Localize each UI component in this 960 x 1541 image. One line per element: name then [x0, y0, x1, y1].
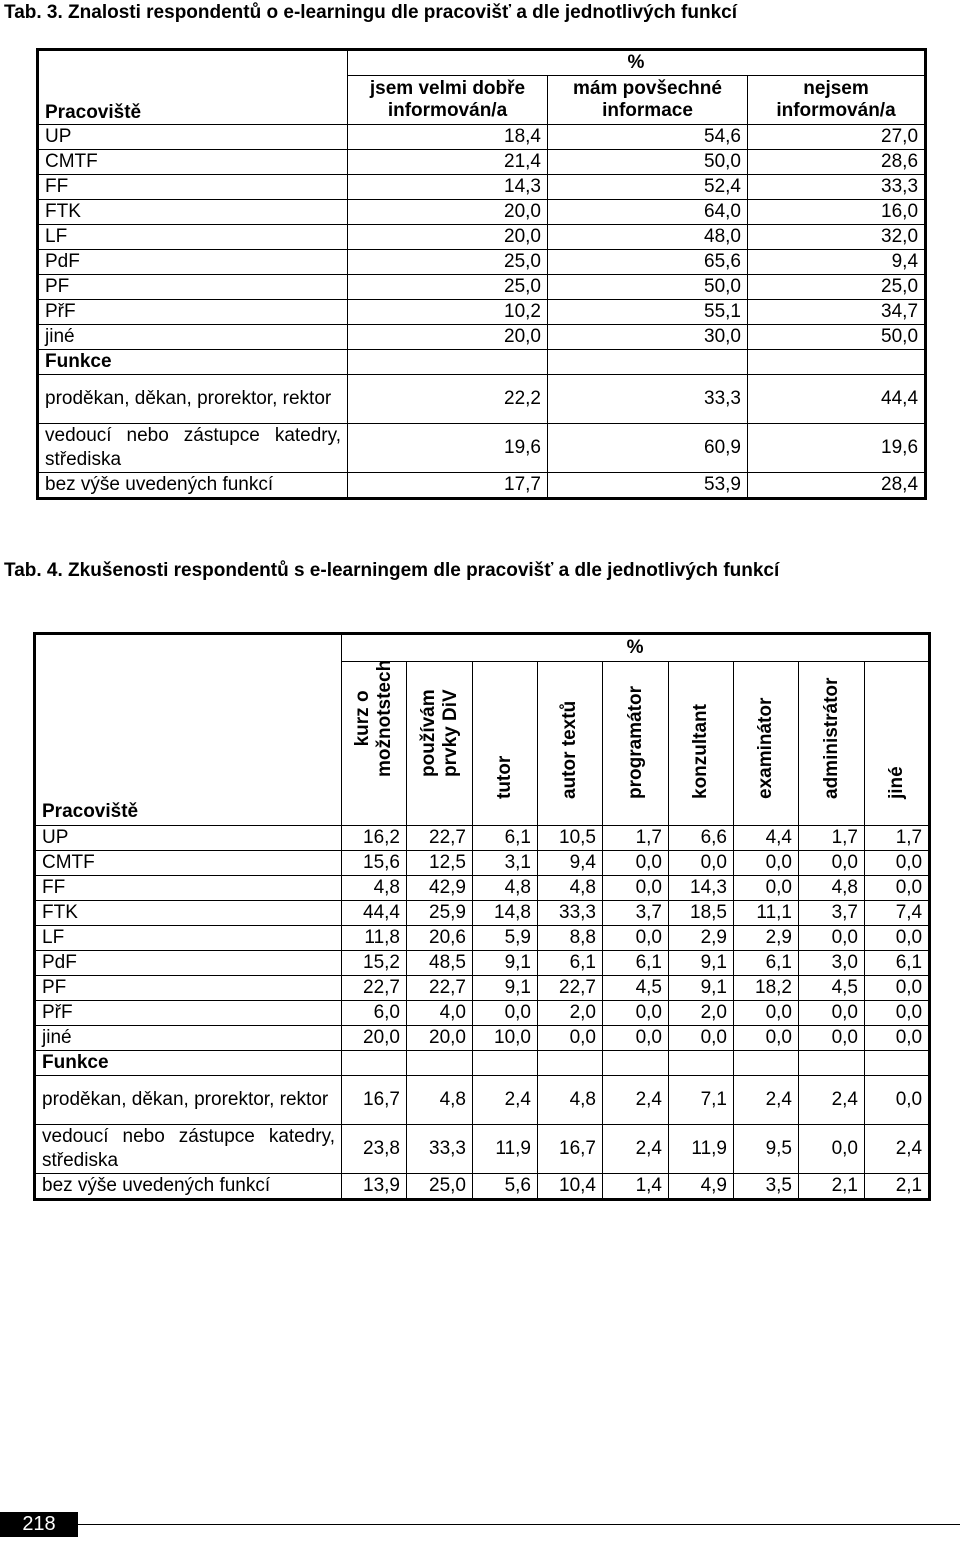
- tab3-cell: 30,0: [548, 325, 748, 350]
- tab4-cell: 1,7: [603, 826, 669, 851]
- tab3-cell: 33,3: [748, 175, 926, 200]
- tab4-col-header-line: administrátor: [820, 677, 842, 799]
- tab4-empty-cell: [799, 1051, 865, 1076]
- tab4-col-header: [538, 662, 603, 826]
- tab3-row-header: Pracoviště: [38, 50, 348, 125]
- tab4-cell: 13,9: [342, 1174, 407, 1200]
- tab3-cell: 19,6: [348, 424, 548, 473]
- tab3-row-label: PdF: [38, 250, 348, 275]
- tab4-row-label: UP: [35, 826, 342, 851]
- table-row: [38, 375, 926, 424]
- tab4-cell: 4,8: [799, 876, 865, 901]
- tab4-cell: 0,0: [799, 851, 865, 876]
- tab4-cell: 0,0: [473, 1001, 538, 1026]
- tab4-cell: 4,4: [734, 826, 799, 851]
- tab4-cell: 11,1: [734, 901, 799, 926]
- tab4-col-header-line: tutor: [494, 755, 515, 799]
- table-row: [38, 125, 926, 150]
- tab4-cell: 2,4: [734, 1076, 799, 1125]
- tab4-cell: 0,0: [603, 876, 669, 901]
- table-row: [35, 1174, 930, 1200]
- tab3-cell: 50,0: [548, 275, 748, 300]
- tab3-cell: 14,3: [348, 175, 548, 200]
- tab4-cell: 14,8: [473, 901, 538, 926]
- tab4-cell: 6,1: [734, 951, 799, 976]
- tab3-row-label: LF: [38, 225, 348, 250]
- tab4-cell: 0,0: [734, 876, 799, 901]
- tab3-cell: 52,4: [548, 175, 748, 200]
- tab3-cell: 25,0: [348, 250, 548, 275]
- tab4-cell: 0,0: [669, 1026, 734, 1051]
- tab4-cell: 4,8: [407, 1076, 473, 1125]
- tab3-cell: 20,0: [348, 225, 548, 250]
- tab3-cell: 18,4: [348, 125, 548, 150]
- tab3-row-label: FF: [38, 175, 348, 200]
- tab4-row-label: bez výše uvedených funkcí: [35, 1174, 342, 1200]
- tab4-col-header-line: examinátor: [755, 697, 776, 799]
- tab3-funkce-label: Funkce: [38, 350, 348, 375]
- tab4-cell: 9,1: [473, 976, 538, 1001]
- tab4-row-label: FTK: [35, 901, 342, 926]
- tab4-cell: 0,0: [865, 926, 930, 951]
- tab3-empty-cell: [748, 350, 926, 375]
- tab3-cell: 53,9: [548, 473, 748, 499]
- tab4-row-label: LF: [35, 926, 342, 951]
- tab4-cell: 0,0: [799, 1125, 865, 1174]
- tab4-cell: 33,3: [538, 901, 603, 926]
- tab4-cell: 2,1: [799, 1174, 865, 1200]
- table-row: [38, 424, 926, 473]
- tab3-cell: 19,6: [748, 424, 926, 473]
- tab4-cell: 15,2: [342, 951, 407, 976]
- tab4-row-label: PF: [35, 976, 342, 1001]
- tab4-cell: 10,4: [538, 1174, 603, 1200]
- tab3-row-label: jiné: [38, 325, 348, 350]
- table-row: [35, 1125, 930, 1174]
- tab4-empty-cell: [473, 1051, 538, 1076]
- tab4-cell: 16,2: [342, 826, 407, 851]
- tab4-empty-cell: [538, 1051, 603, 1076]
- tab4-cell: 6,1: [473, 826, 538, 851]
- tab3-cell: 50,0: [748, 325, 926, 350]
- tab4-cell: 2,9: [734, 926, 799, 951]
- table-row: [35, 1076, 930, 1125]
- tab4-col-header-line: možnotstech: [374, 659, 395, 777]
- table-row: [35, 851, 930, 876]
- tab4-cell: 0,0: [603, 1026, 669, 1051]
- tab4-cell: 0,0: [669, 851, 734, 876]
- tab4-row-label: jiné: [35, 1026, 342, 1051]
- tab3-cell: 28,4: [748, 473, 926, 499]
- tab4-col-header-line: prvky DiV: [439, 689, 461, 777]
- tab4-cell: 2,0: [538, 1001, 603, 1026]
- tab4-cell: 0,0: [603, 851, 669, 876]
- tab3-cell: 27,0: [748, 125, 926, 150]
- tab3-cell: 48,0: [548, 225, 748, 250]
- table-row: [38, 225, 926, 250]
- tab4-funkce-label: Funkce: [35, 1051, 342, 1076]
- tab4-empty-cell: [865, 1051, 930, 1076]
- tab4-col-header-line: konzultant: [690, 704, 711, 799]
- tab4-cell: 11,9: [473, 1125, 538, 1174]
- tab3-row-label: proděkan, děkan, prorektor, rektor: [38, 375, 348, 424]
- tab4-cell: 4,8: [342, 876, 407, 901]
- tab4-cell: 4,8: [538, 876, 603, 901]
- tab3-cell: 65,6: [548, 250, 748, 275]
- tab3-row-label: UP: [38, 125, 348, 150]
- tab3-cell: 17,7: [348, 473, 548, 499]
- tab4-cell: 11,8: [342, 926, 407, 951]
- tab4-row-label: PřF: [35, 1001, 342, 1026]
- tab4-cell: 2,4: [603, 1125, 669, 1174]
- tab3-cell: 21,4: [348, 150, 548, 175]
- tab4-cell: 4,8: [473, 876, 538, 901]
- tab4-cell: 25,0: [407, 1174, 473, 1200]
- tab4-cell: 3,1: [473, 851, 538, 876]
- tab3-row-label: vedoucí nebo zástupce katedry, střediska: [38, 424, 348, 473]
- table-row: [35, 826, 930, 851]
- tab4-row-header: Pracoviště: [35, 634, 342, 826]
- tab4-cell: 3,7: [603, 901, 669, 926]
- tab4-cell: 2,9: [669, 926, 734, 951]
- tab4-cell: 6,0: [342, 1001, 407, 1026]
- tab4-cell: 2,4: [799, 1076, 865, 1125]
- tab4-col-header: [342, 659, 407, 826]
- tab3-caption: Tab. 3. Znalosti respondentů o e-learningu dle pracovišť a dle jednotlivých funkcí: [4, 2, 737, 23]
- tab4-col-header-line: používám: [417, 689, 439, 777]
- tab4-cell: 2,4: [473, 1076, 538, 1125]
- tab3-cell: 64,0: [548, 200, 748, 225]
- tab3-row-label: bez výše uvedených funkcí: [38, 473, 348, 499]
- tab4-cell: 0,0: [865, 976, 930, 1001]
- tab3-cell: 25,0: [748, 275, 926, 300]
- tab4-cell: 9,1: [473, 951, 538, 976]
- tab4-col-header: [603, 662, 669, 826]
- tab3-row-label: CMTF: [38, 150, 348, 175]
- tab4-row-label: PdF: [35, 951, 342, 976]
- tab3-col-header: nejsem informován/a: [748, 76, 926, 125]
- tab3-cell: 55,1: [548, 300, 748, 325]
- tab3-cell: 32,0: [748, 225, 926, 250]
- tab3-cell: 22,2: [348, 375, 548, 424]
- tab4-cell: 2,4: [865, 1125, 930, 1174]
- tab4-cell: 0,0: [865, 1026, 930, 1051]
- tab4-col-header: [407, 662, 473, 826]
- tab4-cell: 1,7: [799, 826, 865, 851]
- table-row: [35, 976, 930, 1001]
- tab4-cell: 0,0: [603, 926, 669, 951]
- tab4-funkce-row: [35, 1051, 930, 1076]
- tab3-cell: 28,6: [748, 150, 926, 175]
- tab4-col-header: [799, 662, 865, 826]
- tab4-cell: 10,0: [473, 1026, 538, 1051]
- tab3-percent: %: [348, 50, 926, 76]
- tab4-cell: 12,5: [407, 851, 473, 876]
- tab4-cell: 4,9: [669, 1174, 734, 1200]
- tab4-cell: 20,0: [342, 1026, 407, 1051]
- tab3-col-header: jsem velmi dobře informován/a: [348, 76, 548, 125]
- tab4-empty-cell: [734, 1051, 799, 1076]
- tab4-cell: 22,7: [407, 976, 473, 1001]
- table-row: [38, 325, 926, 350]
- tab4-cell: 0,0: [734, 1026, 799, 1051]
- tab4-cell: 48,5: [407, 951, 473, 976]
- tab3-cell: 20,0: [348, 200, 548, 225]
- tab4-cell: 3,7: [799, 901, 865, 926]
- tab4-cell: 7,1: [669, 1076, 734, 1125]
- table-row: [35, 951, 930, 976]
- tab4-empty-cell: [603, 1051, 669, 1076]
- tab4-cell: 4,5: [603, 976, 669, 1001]
- tab4-col-header: [669, 662, 734, 826]
- tab4-cell: 18,2: [734, 976, 799, 1001]
- tab4-cell: 11,9: [669, 1125, 734, 1174]
- tab4-cell: 16,7: [538, 1125, 603, 1174]
- tab3-row-label: FTK: [38, 200, 348, 225]
- tab4-cell: 14,3: [669, 876, 734, 901]
- tab4-col-header: [734, 662, 799, 826]
- tab4-cell: 4,5: [799, 976, 865, 1001]
- table-row: [38, 200, 926, 225]
- tab3-empty-cell: [548, 350, 748, 375]
- page-number: 218: [0, 1512, 78, 1537]
- tab4-cell: 6,1: [603, 951, 669, 976]
- table-row: [35, 876, 930, 901]
- tab3-cell: 10,2: [348, 300, 548, 325]
- tab3-cell: 50,0: [548, 150, 748, 175]
- tab4-col-header-line: kurz o: [352, 690, 373, 747]
- tab4-cell: 0,0: [734, 1001, 799, 1026]
- tab3-cell: 16,0: [748, 200, 926, 225]
- tab4-cell: 22,7: [342, 976, 407, 1001]
- tab3-cell: 34,7: [748, 300, 926, 325]
- tab4-cell: 25,9: [407, 901, 473, 926]
- tab4-percent: %: [342, 634, 930, 662]
- tab4-cell: 44,4: [342, 901, 407, 926]
- table-row: [38, 150, 926, 175]
- tab4-cell: 9,1: [669, 951, 734, 976]
- tab4-cell: 7,4: [865, 901, 930, 926]
- tab4-cell: 3,5: [734, 1174, 799, 1200]
- tab4-cell: 3,0: [799, 951, 865, 976]
- tab4-cell: 0,0: [734, 851, 799, 876]
- tab4-cell: 20,6: [407, 926, 473, 951]
- table-row: [35, 926, 930, 951]
- tab4-cell: 2,1: [865, 1174, 930, 1200]
- tab4-cell: 22,7: [407, 826, 473, 851]
- tab4-cell: 4,8: [538, 1076, 603, 1125]
- tab4-row-label: vedoucí nebo zástupce katedry, střediska: [35, 1125, 342, 1174]
- tab4-header-row-1: [35, 634, 930, 662]
- tab3-row-label: PF: [38, 275, 348, 300]
- tab4-empty-cell: [669, 1051, 734, 1076]
- tab4-cell: 16,7: [342, 1076, 407, 1125]
- tab3-cell: 54,6: [548, 125, 748, 150]
- table-row: [35, 1026, 930, 1051]
- tab4-cell: 4,0: [407, 1001, 473, 1026]
- tab4-empty-cell: [407, 1051, 473, 1076]
- table-row: [38, 250, 926, 275]
- tab3-cell: 33,3: [548, 375, 748, 424]
- tab4-cell: 6,6: [669, 826, 734, 851]
- table-row: [38, 473, 926, 499]
- tab4-cell: 10,5: [538, 826, 603, 851]
- tab4-cell: 8,8: [538, 926, 603, 951]
- tab4-cell: 5,6: [473, 1174, 538, 1200]
- tab4-cell: 0,0: [799, 1001, 865, 1026]
- tab4-cell: 23,8: [342, 1125, 407, 1174]
- table-row: [35, 901, 930, 926]
- tab4-caption: Tab. 4. Zkušenosti respondentů s e-learningem dle pracovišť a dle jednotlivých funkcí: [4, 560, 780, 581]
- tab4-cell: 0,0: [538, 1026, 603, 1051]
- tab4-cell: 6,1: [865, 951, 930, 976]
- table-row: [35, 1001, 930, 1026]
- tab3-table: [36, 48, 927, 500]
- tab4-col-header: [473, 662, 538, 826]
- tab4-cell: 9,4: [538, 851, 603, 876]
- tab4-cell: 33,3: [407, 1125, 473, 1174]
- tab4-cell: 22,7: [538, 976, 603, 1001]
- tab3-cell: 20,0: [348, 325, 548, 350]
- tab3-header-row-1: [38, 50, 926, 76]
- tab4-cell: 0,0: [865, 1076, 930, 1125]
- tab3-col-header: mám povšechné informace: [548, 76, 748, 125]
- tab4-cell: 2,0: [669, 1001, 734, 1026]
- tab4-col-header-line: autor textů: [559, 700, 580, 799]
- tab3-cell: 44,4: [748, 375, 926, 424]
- tab3-row-label: PřF: [38, 300, 348, 325]
- tab4-row-label: FF: [35, 876, 342, 901]
- tab4-cell: 0,0: [603, 1001, 669, 1026]
- footer-rule: [0, 1524, 960, 1525]
- tab4-cell: 5,9: [473, 926, 538, 951]
- tab3-empty-cell: [348, 350, 548, 375]
- tab4-cell: 9,5: [734, 1125, 799, 1174]
- table-row: [38, 275, 926, 300]
- tab4-cell: 0,0: [799, 926, 865, 951]
- tab4-cell: 0,0: [865, 876, 930, 901]
- tab4-cell: 1,4: [603, 1174, 669, 1200]
- tab4-cell: 9,1: [669, 976, 734, 1001]
- tab3-cell: 9,4: [748, 250, 926, 275]
- tab4-cell: 20,0: [407, 1026, 473, 1051]
- tab4-empty-cell: [342, 1051, 407, 1076]
- tab4-cell: 42,9: [407, 876, 473, 901]
- tab4-row-label: CMTF: [35, 851, 342, 876]
- tab4-cell: 0,0: [865, 851, 930, 876]
- tab4-cell: 1,7: [865, 826, 930, 851]
- tab4-cell: 2,4: [603, 1076, 669, 1125]
- tab4-table: [33, 632, 931, 1201]
- tab3-cell: 60,9: [548, 424, 748, 473]
- tab4-col-header-line: jiné: [885, 766, 907, 799]
- tab4-cell: 0,0: [799, 1026, 865, 1051]
- table-row: [38, 175, 926, 200]
- tab4-cell: 0,0: [865, 1001, 930, 1026]
- tab4-cell: 15,6: [342, 851, 407, 876]
- tab3-funkce-row: [38, 350, 926, 375]
- tab4-row-label: proděkan, děkan, prorektor, rektor: [35, 1076, 342, 1125]
- tab4-cell: 6,1: [538, 951, 603, 976]
- table-row: [38, 300, 926, 325]
- tab4-col-header: [865, 662, 930, 826]
- tab4-col-header-line: programátor: [624, 686, 646, 799]
- tab3-cell: 25,0: [348, 275, 548, 300]
- tab4-cell: 18,5: [669, 901, 734, 926]
